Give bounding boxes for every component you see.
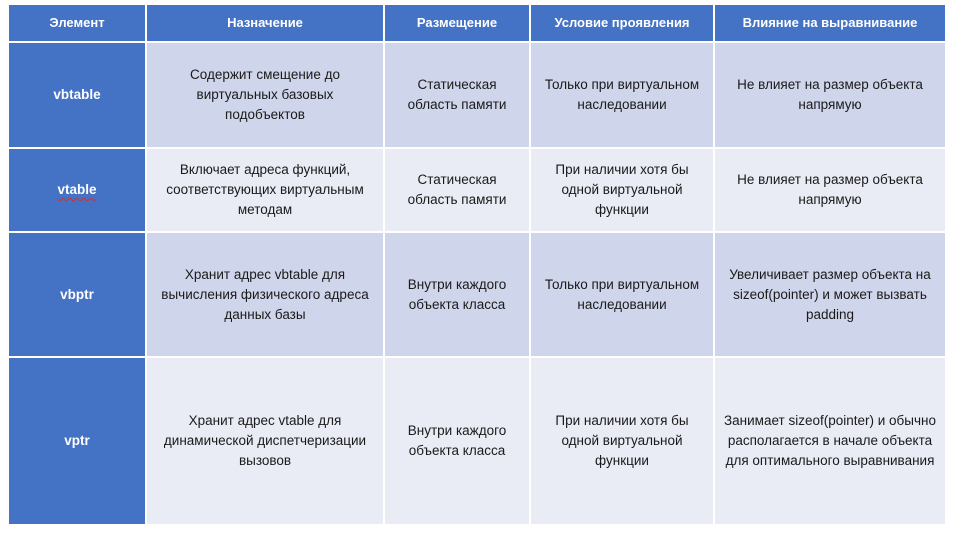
cell-condition: Только при виртуальном наследовании [531, 43, 713, 147]
cell-purpose: Хранит адрес vbtable для вычисления физического адреса данных базы [147, 233, 383, 356]
row-key: vbtable [9, 43, 145, 147]
cell-condition: При наличии хотя бы одной виртуальной функции [531, 149, 713, 231]
cell-alignment: Занимает sizeof(pointer) и обычно располагается в начале объекта для оптимального выравнивания [715, 358, 945, 524]
header-placement: Размещение [385, 5, 529, 41]
cell-purpose: Содержит смещение до виртуальных базовых подобъектов [147, 43, 383, 147]
cell-purpose: Включает адреса функций, соответствующих виртуальным методам [147, 149, 383, 231]
table-row [9, 358, 945, 524]
cell-condition: При наличии хотя бы одной виртуальной функции [531, 358, 713, 524]
header-element: Элемент [9, 5, 145, 41]
cell-placement: Внутри каждого объекта класса [385, 233, 529, 356]
cell-placement: Статическая область памяти [385, 43, 529, 147]
table-row [9, 233, 945, 356]
header-row [9, 5, 945, 41]
row-key: vbptr [9, 233, 145, 356]
cell-placement: Внутри каждого объекта класса [385, 358, 529, 524]
table-row [9, 149, 945, 231]
row-key [9, 149, 145, 231]
cell-placement: Статическая область памяти [385, 149, 529, 231]
cell-condition: Только при виртуальном наследовании [531, 233, 713, 356]
cell-purpose: Хранит адрес vtable для динамической диспетчеризации вызовов [147, 358, 383, 524]
table-row [9, 43, 945, 147]
header-condition: Условие проявления [531, 5, 713, 41]
cell-alignment: Увеличивает размер объекта на sizeof(pointer) и может вызвать padding [715, 233, 945, 356]
row-key: vptr [9, 358, 145, 524]
comparison-table [7, 3, 947, 526]
cell-alignment: Не влияет на размер объекта напрямую [715, 43, 945, 147]
row-key-label: vtable [57, 182, 97, 197]
header-purpose: Назначение [147, 5, 383, 41]
header-alignment: Влияние на выравнивание [715, 5, 945, 41]
cell-alignment: Не влияет на размер объекта напрямую [715, 149, 945, 231]
